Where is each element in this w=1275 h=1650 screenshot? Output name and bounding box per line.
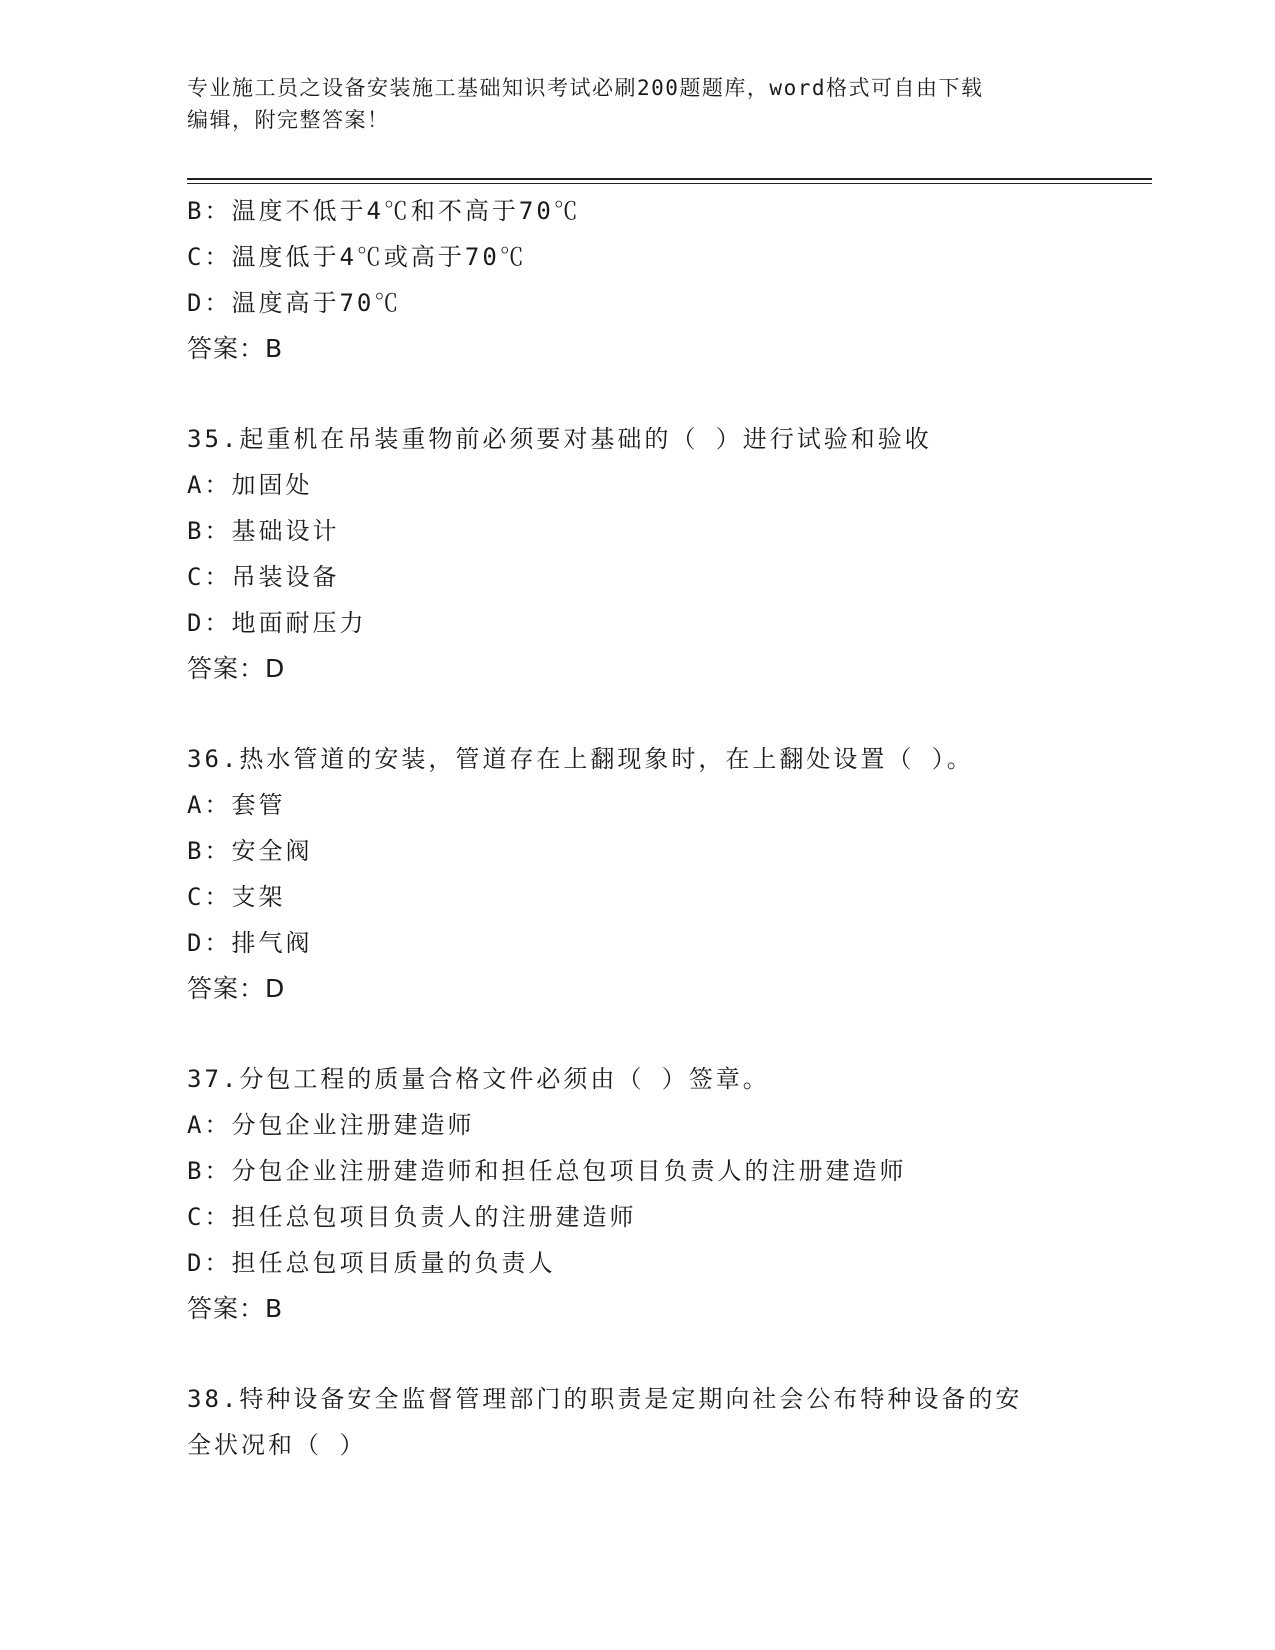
option-a: A：加固处 <box>187 471 313 499</box>
question-text: 36.热水管道的安装，管道存在上翻现象时，在上翻处设置（ ）。 <box>187 745 974 773</box>
option-b: B：分包企业注册建造师和担任总包项目负责人的注册建造师 <box>187 1157 907 1185</box>
option-d: D：地面耐压力 <box>187 609 367 637</box>
spacer <box>187 692 1087 736</box>
option-c: C：温度低于4℃或高于70℃ <box>187 243 527 271</box>
question-text-line-2: 全状况和（ ） <box>187 1431 367 1459</box>
option-c: C：支架 <box>187 883 286 911</box>
header-line-1: 专业施工员之设备安装施工基础知识考试必刷200题题库，word格式可自由下载 <box>187 76 984 100</box>
answer: 答案：D <box>187 654 286 683</box>
answer: 答案：D <box>187 974 286 1003</box>
spacer <box>187 372 1087 416</box>
option-b: B：基础设计 <box>187 517 340 545</box>
answer: 答案：B <box>187 334 284 363</box>
question-list <box>187 188 1087 1468</box>
question-block-38 <box>187 1376 1087 1468</box>
option-b: B：安全阀 <box>187 837 313 865</box>
option-c: C：吊装设备 <box>187 563 340 591</box>
header-divider-thin <box>187 183 1152 184</box>
question-block-34 <box>187 188 1087 372</box>
question-text: 35.起重机在吊装重物前必须要对基础的（ ）进行试验和验收 <box>187 425 932 453</box>
option-d: D：担任总包项目质量的负责人 <box>187 1249 556 1277</box>
answer: 答案：B <box>187 1294 284 1323</box>
question-text: 37.分包工程的质量合格文件必须由（ ）签章。 <box>187 1065 770 1093</box>
question-text-line-1: 38.特种设备安全监督管理部门的职责是定期向社会公布特种设备的安 <box>187 1385 1023 1413</box>
question-block-35 <box>187 416 1087 692</box>
option-b: B：温度不低于4℃和不高于70℃ <box>187 197 581 225</box>
header-line-2: 编辑，附完整答案！ <box>187 108 390 132</box>
option-d: D：温度高于70℃ <box>187 289 402 317</box>
question-block-37 <box>187 1056 1087 1332</box>
option-a: A：套管 <box>187 791 286 819</box>
option-d: D：排气阀 <box>187 929 313 957</box>
document-header <box>187 72 1067 136</box>
option-c: C：担任总包项目负责人的注册建造师 <box>187 1203 637 1231</box>
option-a: A：分包企业注册建造师 <box>187 1111 475 1139</box>
spacer <box>187 1012 1087 1056</box>
spacer <box>187 1332 1087 1376</box>
header-divider-thick <box>187 178 1152 180</box>
question-block-36 <box>187 736 1087 1012</box>
